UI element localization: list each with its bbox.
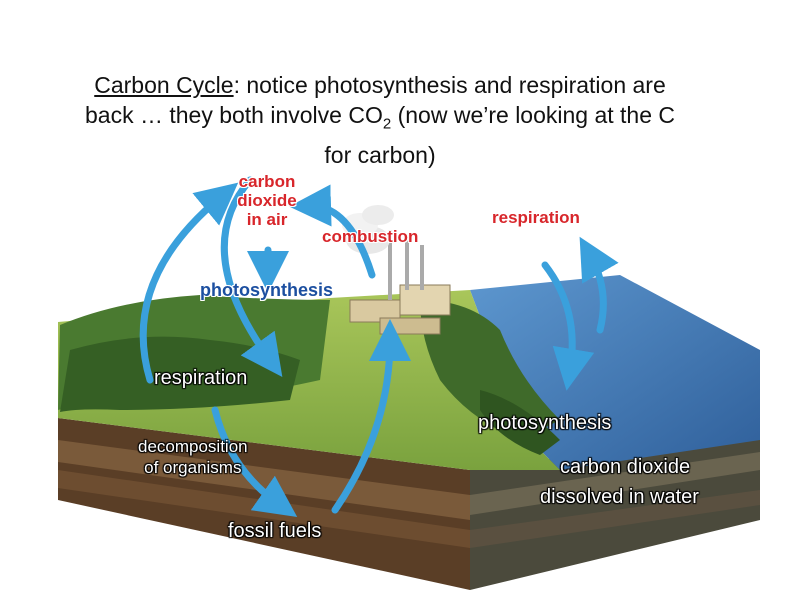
slide-title <box>0 70 760 170</box>
label-fossil-fuels: fossil fuels <box>228 520 322 542</box>
label-carbon-dioxide-air <box>226 172 308 229</box>
label-decomposition <box>138 436 248 478</box>
label-respiration-left: respiration <box>154 367 248 389</box>
title-line2-b: (now we’re looking at the C <box>391 102 676 128</box>
label-respiration-top: respiration <box>492 208 580 227</box>
label-co2-air-line2: dioxide <box>237 191 297 210</box>
title-line1: : notice photosynthesis and respiration are <box>233 72 666 98</box>
label-photosynthesis-right: photosynthesis <box>478 412 612 434</box>
title-topic: Carbon Cycle <box>94 72 234 98</box>
title-line2-a: back … they both involve CO <box>84 102 383 128</box>
label-decomposition-line1: decomposition <box>138 437 248 456</box>
label-co2-water-line1: carbon dioxide <box>560 456 691 478</box>
label-combustion: combustion <box>322 227 419 246</box>
title-line3: for carbon) <box>324 141 436 168</box>
power-plant <box>342 205 450 334</box>
label-co2-air-line3: in air <box>246 210 288 229</box>
title-subscript: 2 <box>382 115 392 133</box>
label-co2-water-line2: dissolved in water <box>540 486 699 508</box>
label-co2-air-line1: carbon <box>238 172 296 191</box>
label-decomposition-line2: of organisms <box>144 458 242 477</box>
label-photosynthesis-left: photosynthesis <box>200 280 334 300</box>
